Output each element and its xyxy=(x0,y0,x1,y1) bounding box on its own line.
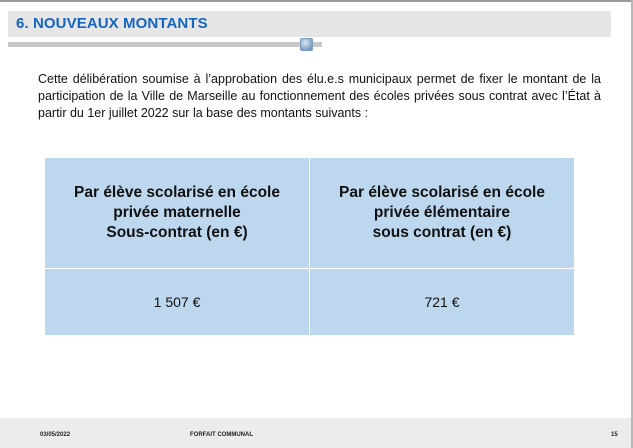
header-elementaire-line-3: sous contrat (en €) xyxy=(372,224,512,241)
footer-page-number: 15 xyxy=(611,432,618,438)
footer-label: FORFAIT COMMUNAL xyxy=(190,432,253,438)
amounts-table xyxy=(44,157,575,336)
table-value-row xyxy=(45,269,575,336)
header-elementaire-line-1: Par élève scolarisé en école xyxy=(339,184,545,201)
header-elementaire xyxy=(310,158,575,269)
footer-date: 03/05/2022 xyxy=(40,432,71,438)
value-elementaire: 721 € xyxy=(310,269,575,336)
header-maternelle-line-1: Par élève scolarisé en école xyxy=(74,184,280,201)
header-maternelle xyxy=(45,158,310,269)
top-border-line xyxy=(0,0,633,2)
intro-paragraph: Cette délibération soumise à l’approbation des élu.e.s municipaux permet de fixer le montant de la participation de la Ville de Marseille au fonctionnement des écoles privées sous contrat avec l’État à partir du 1er juillet 2022 sur la base des montants suivants : xyxy=(38,72,601,120)
section-title: 6. NOUVEAUX MONTANTS xyxy=(16,15,208,32)
header-maternelle-line-2: privée maternelle xyxy=(113,204,241,221)
footer-band xyxy=(0,418,631,448)
value-maternelle: 1 507 € xyxy=(45,269,310,336)
header-maternelle-line-3: Sous-contrat (en €) xyxy=(106,224,248,241)
table-header-row xyxy=(45,158,575,269)
header-elementaire-line-2: privée élémentaire xyxy=(373,204,511,221)
decorative-bar xyxy=(8,42,322,47)
section-header xyxy=(8,11,611,37)
decorative-bullet-icon xyxy=(300,38,313,51)
